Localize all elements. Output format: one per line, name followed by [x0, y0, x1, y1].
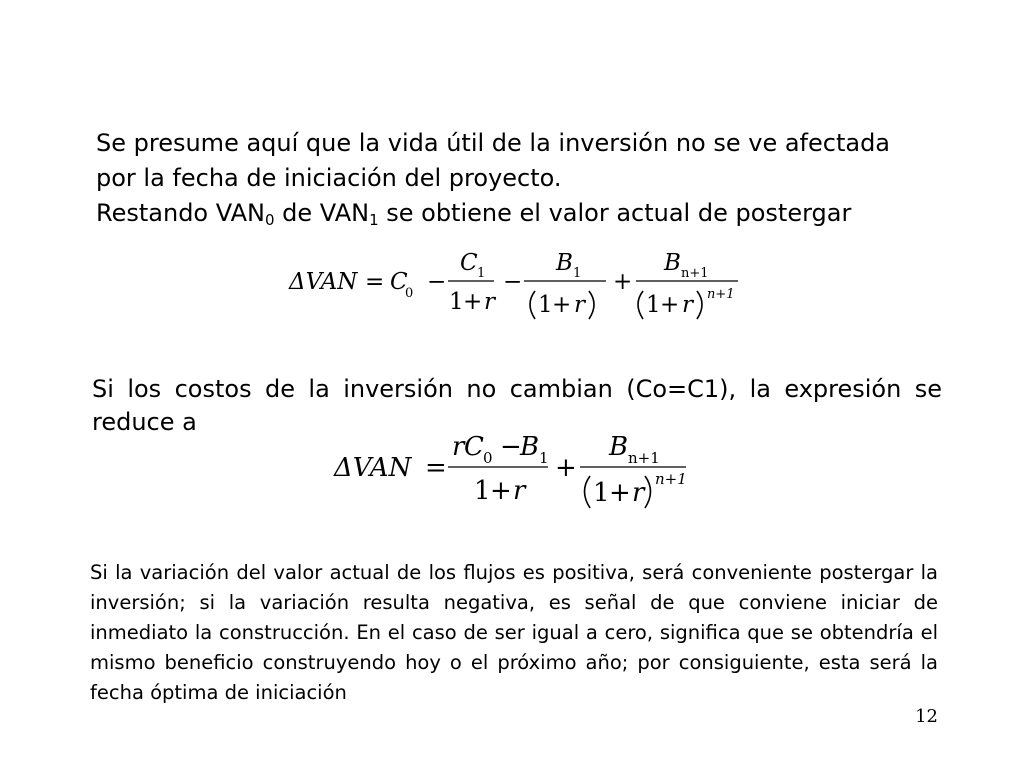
formula2-frac1-num-b-sub: 1: [539, 449, 549, 467]
intro-line-3-mid: de VAN: [274, 199, 370, 227]
formula1-frac2-den-r: r: [574, 292, 585, 318]
formula1-minus-1: −: [427, 269, 447, 295]
formula1-minus-2: −: [503, 269, 523, 295]
intro-line-3-end: se obtiene el valor actual de postergar: [378, 199, 852, 227]
formula1-frac1-num: C: [460, 250, 478, 276]
formula1-frac3-den-exp: n+1: [707, 287, 735, 302]
formula2-equals: =: [425, 453, 447, 483]
van-subscript-1: 1: [369, 211, 379, 229]
simplification-sentence: Si los costos de la inversión no cambian (Co=C1), la expresión se reduce a: [92, 375, 942, 436]
formula1-frac1-den-plus: +: [463, 289, 483, 315]
intro-line-2: por la fecha de iniciación del proyecto.: [96, 164, 562, 192]
formula2-frac1-num-c: C: [464, 432, 484, 462]
formula1-lhs: ΔVAN: [289, 269, 358, 295]
formula1-frac3-num: B: [664, 250, 681, 276]
formula2-frac1-num-r: r: [452, 432, 465, 462]
page-number: 12: [915, 706, 938, 727]
formula1-frac3-num-sub: n+1: [681, 266, 709, 281]
intro-line-1: Se presume aquí que la vida útil de la inversión no se ve afectada: [96, 129, 891, 157]
formula2-frac2-den-one: 1: [593, 478, 610, 508]
intro-line-3-start: Restando VAN: [96, 199, 265, 227]
formula1-frac2-num: B: [556, 250, 573, 276]
formula2-frac2-num-sub: n+1: [628, 449, 660, 467]
formula2-frac1-den-one: 1: [474, 476, 491, 506]
formula1-c-sub: 0: [405, 286, 414, 301]
formula1-frac1-num-sub: 1: [477, 266, 486, 281]
formula2-plus: +: [555, 453, 577, 483]
formula2-frac1-den-r: r: [513, 476, 526, 506]
formula1-frac3-den-r: r: [682, 292, 693, 318]
formula1-frac1-den-one: 1: [449, 289, 464, 315]
formula1-frac2-num-sub: 1: [573, 266, 582, 281]
formula1-frac3-den-plus: +: [660, 292, 680, 318]
formula2-frac2-num: B: [609, 432, 629, 462]
formula1-frac2-den-plus: +: [552, 292, 572, 318]
formula2-frac1-num-c-sub: 0: [483, 449, 493, 467]
van-subscript-0: 0: [265, 211, 275, 229]
formula1-frac1-den-r: r: [484, 289, 495, 315]
formula2-frac2-den-plus: +: [609, 478, 631, 508]
formula2-frac2-den-r: r: [632, 478, 645, 508]
conclusion-paragraph: Si la variación del valor actual de los flujos es positiva, será conveniente postergar la inversión; si la variación resulta negativa, es señal de que conviene iniciar de inmediato la construcción. En el caso de ser igual a cero, significa que se obtendría el mismo beneficio construyendo hoy o el próximo año; por consiguiente, esta será la fecha óptima de iniciación: [90, 560, 938, 704]
formula1-equals: =: [365, 269, 385, 295]
formula2-frac1-den-plus: +: [490, 476, 512, 506]
formula2-frac1-num-minus: −: [500, 432, 522, 462]
formula2-frac2-left-paren: [585, 476, 591, 508]
formula1-frac3-den-one: 1: [646, 292, 661, 318]
formula1-plus: +: [613, 269, 633, 295]
formula2-frac2-right-paren: [645, 476, 651, 508]
formula2-frac1-num-b: B: [520, 432, 540, 462]
formula1-c: C: [390, 269, 408, 295]
formula2-lhs: ΔVAN: [334, 453, 412, 483]
formula1-frac2-den-one: 1: [538, 292, 553, 318]
formula2-frac2-den-exp: n+1: [655, 470, 687, 488]
